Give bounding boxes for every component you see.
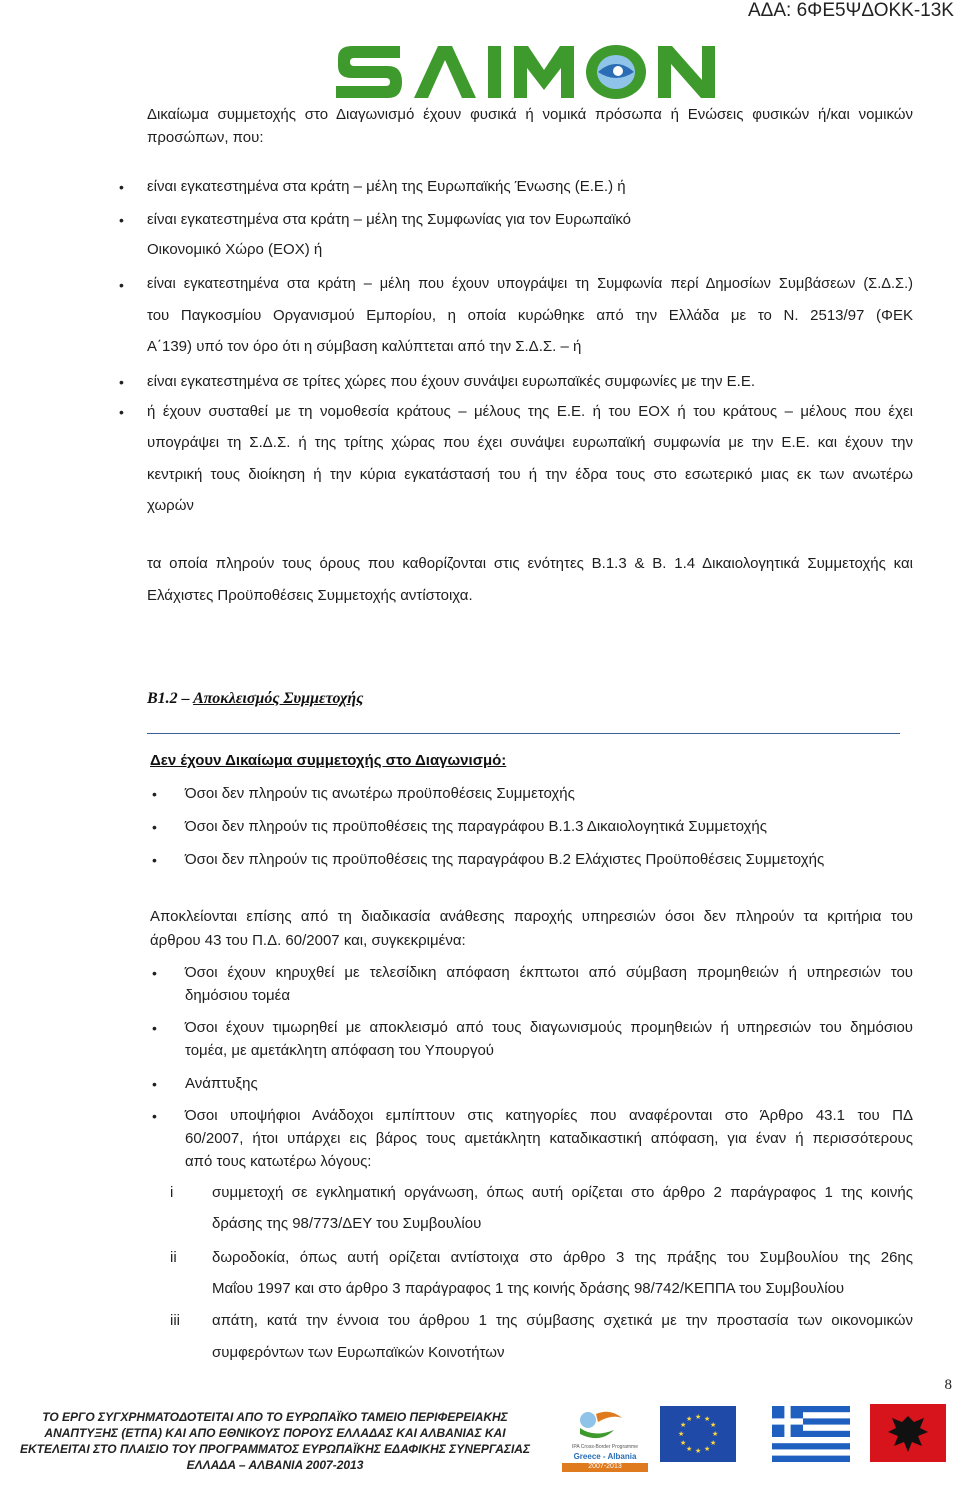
section-heading	[147, 690, 363, 708]
not-eligible-subheading	[150, 752, 506, 769]
eligibility-5-line-2: υπογράψει τη Σ.Δ.Σ. ή της τρίτης χώρας που έχει συνάψει ευρωπαϊκή συμφωνία με την Ε.Ε. και έχουν την	[147, 434, 913, 451]
closing-line-2: Ελάχιστες Προϋποθέσεις Συμμετοχής αντίστοιχα.	[147, 587, 473, 604]
excluded-1-line-2: δημόσιου τομέα	[185, 987, 291, 1004]
bullet-icon: •	[119, 212, 124, 228]
section-dash: –	[177, 690, 194, 707]
not-eligible-item: Όσοι δεν πληρούν τις προϋποθέσεις της παραγράφου Β.1.3 Δικαιολογητικά Συμμετοχής	[185, 818, 767, 835]
eligibility-3-line-1: είναι εγκατεστημένα στα κράτη – μέλη που έχουν υπογράψει τη Συμφωνία περί Δημοσίων Συμβάσεων (Σ.Δ.Σ.)	[147, 276, 913, 292]
svg-text:★: ★	[678, 1430, 685, 1438]
not-eligible-subheading-text: Δεν έχουν Δικαίωμα συμμετοχής στο Διαγωνισμό:	[150, 752, 507, 769]
roman-item-3-line-1: απάτη, κατά την έννοια του άρθρου 1 της σύμβασης σχετικά με την προστασία των οικονομικών	[212, 1312, 913, 1329]
bullet-icon: •	[152, 1020, 157, 1036]
footer-funding-text	[10, 1409, 540, 1473]
eu-flag	[660, 1406, 736, 1462]
ipa-logo-line-3: 2007-2013	[562, 1463, 648, 1472]
bullet-icon: •	[119, 179, 124, 195]
bullet-icon: •	[152, 1108, 157, 1124]
roman-item-2-line-2: Μαΐου 1997 και στο άρθρο 3 παράγραφος 1 της κοινής δράσης 98/742/ΚΕΠΠΑ του Συμβουλίου	[212, 1280, 845, 1297]
eligibility-1: είναι εγκατεστημένα στα κράτη – μέλη της Ευρωπαϊκής Ένωσης (Ε.Ε.) ή	[147, 178, 626, 195]
bullet-icon: •	[152, 819, 157, 835]
svg-text:★: ★	[710, 1439, 717, 1447]
roman-item-1-line-2: δράσης της 98/773/ΔΕΥ του Συμβουλίου	[212, 1215, 482, 1232]
eligibility-2-line-1: είναι εγκατεστημένα στα κράτη – μέλη της Συμφωνίας για τον Ευρωπαϊκό	[147, 211, 632, 228]
eligibility-2-line-2: Οικονομικό Χώρο (ΕΟΧ) ή	[147, 241, 323, 258]
section-number: Β1.2	[147, 690, 178, 707]
roman-numeral: i	[170, 1184, 174, 1201]
svg-text:★: ★	[686, 1415, 693, 1423]
roman-item-1-line-1: συμμετοχή σε εγκληματική οργάνωση, όπως αυτή ορίζεται στο άρθρο 2 παράγραφος 1 της κοινής	[212, 1184, 913, 1201]
ipa-logo-line-2: Greece - Albania	[573, 1452, 637, 1461]
svg-text:★: ★	[695, 1447, 702, 1455]
footer-line: ΤΟ ΕΡΓΟ ΣΥΓΧΡΗΜΑΤΟΔΟΤΕΙΤΑΙ ΑΠΟ ΤΟ ΕΥΡΩΠΑΪΚΟ ΤΑΜΕΙΟ ΠΕΡΙΦΕΡΕΙΑΚΗΣ	[42, 1410, 508, 1424]
albanian-flag	[870, 1404, 946, 1462]
svg-text:★: ★	[710, 1421, 717, 1429]
svg-text:★: ★	[680, 1421, 687, 1429]
bullet-icon: •	[152, 786, 157, 802]
excluded-4-line-2: 60/2007, ήτοι υπάρχει εις βάρος τους αμετάκλητη καταδικαστική απόφαση, για έναν ή περισσότερους	[185, 1130, 913, 1147]
not-eligible-item: Όσοι δεν πληρούν τις ανωτέρω προϋποθέσεις Συμμετοχής	[185, 785, 575, 802]
ipa-programme-logo	[560, 1400, 650, 1486]
svg-text:★: ★	[704, 1415, 711, 1423]
roman-item-2-line-1: δωροδοκία, όπως αυτή ορίζεται αντίστοιχα στο άρθρο 3 της πράξης του Συμβουλίου της 26ης	[212, 1249, 913, 1266]
svg-text:★: ★	[686, 1445, 693, 1453]
not-eligible-item: Όσοι δεν πληρούν τις προϋποθέσεις της παραγράφου Β.2 Ελάχιστες Προϋποθέσεις Συμμετοχής	[185, 851, 825, 868]
bullet-icon: •	[152, 1076, 157, 1092]
roman-numeral: iii	[170, 1312, 180, 1329]
eligibility-5-line-4: χωρών	[147, 497, 194, 514]
eligibility-5-line-3: κεντρική τους διοίκηση ή την κύρια εγκατάστασή του ή την έδρα τους στο εσωτερικό μιας εκ των ανωτέρω	[147, 466, 913, 483]
svg-text:★: ★	[695, 1413, 702, 1421]
ada-code: ΑΔΑ: 6ΦΕ5ΨΔΟΚΚ-13Κ	[748, 0, 954, 21]
bullet-icon: •	[119, 404, 124, 420]
excluded-4-line-1: Όσοι υποψήφιοι Ανάδοχοι εμπίπτουν στις κατηγορίες που αναφέρονται στο Άρθρο 43.1 του ΠΔ	[185, 1107, 913, 1124]
excluded-2-line-1: Όσοι έχουν τιμωρηθεί με αποκλεισμό από τους διαγωνισμούς προμηθειών ή υπηρεσιών του δημόσιου	[185, 1019, 913, 1036]
footer-line: ΕΚΤΕΛΕΙΤΑΙ ΣΤΟ ΠΛΑΙΣΙΟ ΤΟΥ ΠΡΟΓΡΑΜΜΑΤΟΣ ΕΥΡΩΠΑΪΚΗΣ ΕΔΑΦΙΚΗΣ ΣΥΝΕΡΓΑΣΙΑΣ	[19, 1442, 531, 1456]
page-number: 8	[944, 1377, 952, 1393]
greek-flag	[772, 1406, 850, 1462]
bullet-icon: •	[119, 374, 124, 390]
closing-line-1: τα οποία πληρούν τους όρους που καθορίζονται στις ενότητες Β.1.3 & Β. 1.4 Δικαιολογητικά Συμμετοχής και	[147, 555, 913, 572]
excluded-intro-line-1: Αποκλείονται επίσης από τη διαδικασία ανάθεσης παροχής υπηρεσιών όσοι δεν πληρούν τα κριτήρια του	[150, 908, 913, 925]
svg-text:★: ★	[712, 1430, 719, 1438]
saimon-logo	[330, 40, 730, 110]
intro-line-1: Δικαίωμα συμμετοχής στο Διαγωνισμό έχουν φυσικά ή νομικά πρόσωπα ή Ενώσεις φυσικών ή/και νομικών	[147, 106, 913, 123]
eligibility-3-line-3: Α΄139) υπό τον όρο ότι η σύμβαση καλύπτεται από την Σ.Δ.Σ. – ή	[147, 338, 582, 355]
section-rule	[147, 733, 900, 734]
excluded-3: Ανάπτυξης	[185, 1075, 258, 1092]
section-title: Αποκλεισμός Συμμετοχής	[193, 690, 364, 707]
excluded-1-line-1: Όσοι έχουν κηρυχθεί με τελεσίδικη απόφαση έκπτωτοι από σύμβαση προμηθειών ή υπηρεσιών του	[185, 964, 913, 981]
excluded-4-line-3: από τους κατωτέρω λόγους:	[185, 1153, 372, 1170]
svg-text:★: ★	[680, 1439, 687, 1447]
bullet-icon: •	[152, 852, 157, 868]
bullet-icon: •	[119, 277, 124, 293]
svg-text:★: ★	[704, 1445, 711, 1453]
eligibility-4: είναι εγκατεστημένα σε τρίτες χώρες που έχουν συνάψει ευρωπαϊκές συμφωνίες με την Ε.Ε.	[147, 373, 755, 390]
intro-line-2: προσώπων, που:	[147, 129, 264, 146]
eligibility-3-line-2: του Παγκοσμίου Οργανισμού Εμπορίου, η οποία κυρώθηκε από την Ελλάδα με το Ν. 2513/97 (ΦΕΚ	[147, 307, 913, 324]
bullet-icon: •	[152, 965, 157, 981]
footer-line: ΑΝΑΠΤΥΞΗΣ (ΕΤΠΑ) ΚΑΙ ΑΠΟ ΕΘΝΙΚΟΥΣ ΠΟΡΟΥΣ ΕΛΛΑΔΑΣ ΚΑΙ ΑΛΒΑΝΙΑΣ ΚΑΙ	[44, 1426, 506, 1440]
excluded-intro-line-2: άρθρου 43 του Π.Δ. 60/2007 και, συγκεκριμένα:	[150, 932, 466, 949]
footer-line: ΕΛΛΑΔΑ – ΑΛΒΑΝΙΑ 2007-2013	[186, 1458, 364, 1472]
excluded-2-line-2: τομέα, με αμετάκλητη απόφαση του Υπουργού	[185, 1042, 495, 1059]
roman-numeral: ii	[170, 1249, 177, 1266]
roman-item-3-line-2: συμφερόντων των Ευρωπαϊκών Κοινοτήτων	[212, 1344, 505, 1361]
ipa-logo-line-1: IPA Cross-Border Programme	[571, 1444, 639, 1450]
eligibility-5-line-1: ή έχουν συσταθεί με τη νομοθεσία κράτους – μέλους της Ε.Ε. ή του ΕΟΧ ή του κράτους – μέλους που έχει	[147, 403, 913, 420]
